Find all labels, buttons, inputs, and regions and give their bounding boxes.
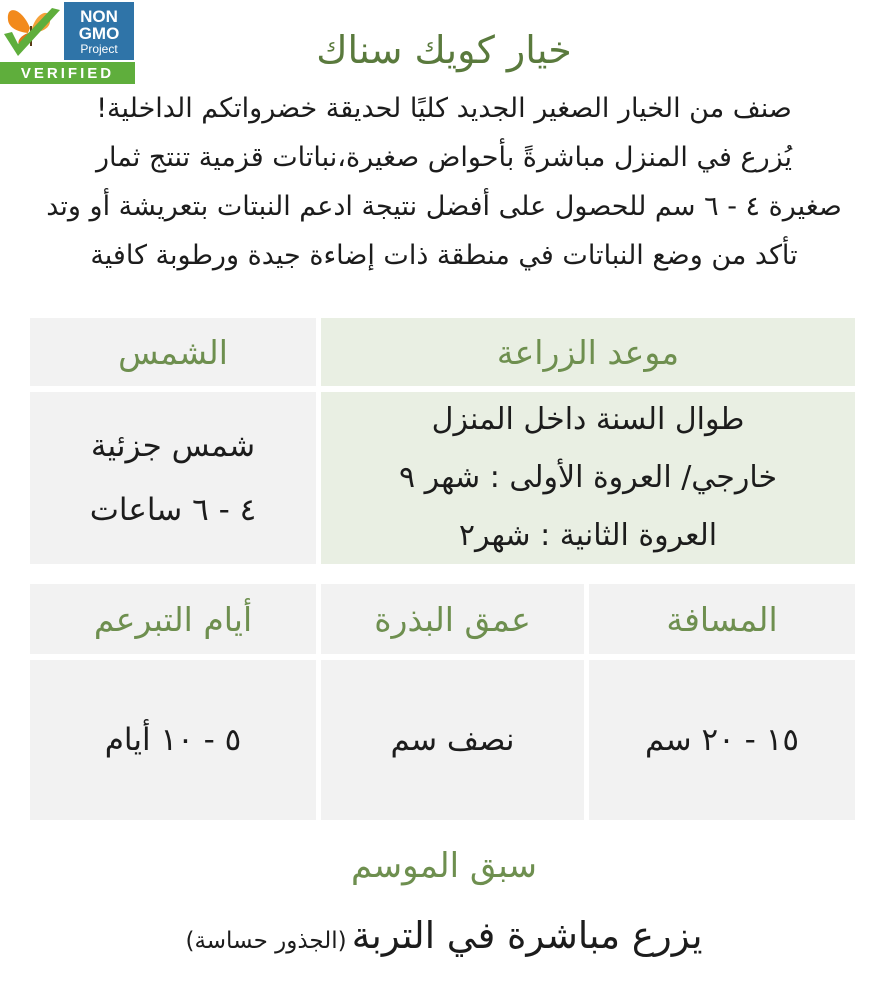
planting-time-value bbox=[321, 392, 855, 564]
description-line: صنف من الخيار الصغير الجديد كليًا لحديقة خضرواتكم الداخلية! bbox=[96, 93, 792, 124]
product-description bbox=[0, 84, 888, 280]
germination-days-header: أيام التبرعم bbox=[30, 584, 316, 654]
spacing-value: ١٥ - ٢٠ سم bbox=[589, 660, 855, 820]
planting-line: طوال السنة داخل المنزل bbox=[431, 402, 745, 437]
sun-line: شمس جزئية bbox=[90, 428, 256, 464]
planting-line: خارجي/ العروة الأولى : شهر ٩ bbox=[398, 460, 778, 495]
spacing-header: المسافة bbox=[589, 584, 855, 654]
roots-sensitive-note: (الجذور حساسة) bbox=[185, 928, 347, 954]
direct-sow-text: يزرع مباشرة في التربة bbox=[351, 914, 703, 957]
seed-depth-value: نصف سم bbox=[321, 660, 584, 820]
sun-value bbox=[30, 392, 316, 564]
direct-sowing-note bbox=[0, 906, 888, 973]
badge-line-gmo: GMO bbox=[78, 23, 120, 43]
season-label: سبق الموسم bbox=[350, 846, 538, 886]
planting-time-header: موعد الزراعة bbox=[321, 318, 855, 386]
seed-depth-header: عمق البذرة bbox=[321, 584, 584, 654]
sun-line: ٤ - ٦ ساعات bbox=[89, 492, 257, 528]
description-line: يُزرع في المنزل مباشرةً بأحواض صغيرة،نباتات قزمية تنتج ثمار bbox=[95, 142, 793, 173]
description-line: تأكد من وضع النباتات في منطقة ذات إضاءة جيدة ورطوبة كافية bbox=[90, 240, 798, 271]
product-title: خيار كويك سناك bbox=[316, 28, 572, 72]
planting-line: العروة الثانية : شهر٢ bbox=[458, 518, 718, 553]
description-line: صغيرة ٤ - ٦ سم للحصول على أفضل نتيجة ادعم النبتات بتعريشة أو وتد bbox=[46, 191, 842, 222]
badge-verified-label: VERIFIED bbox=[0, 62, 135, 84]
sun-header: الشمس bbox=[30, 318, 316, 386]
badge-line-project: Project bbox=[80, 41, 118, 56]
badge-line-non: NON bbox=[80, 6, 118, 26]
germination-days-value: ٥ - ١٠ أيام bbox=[30, 660, 316, 820]
